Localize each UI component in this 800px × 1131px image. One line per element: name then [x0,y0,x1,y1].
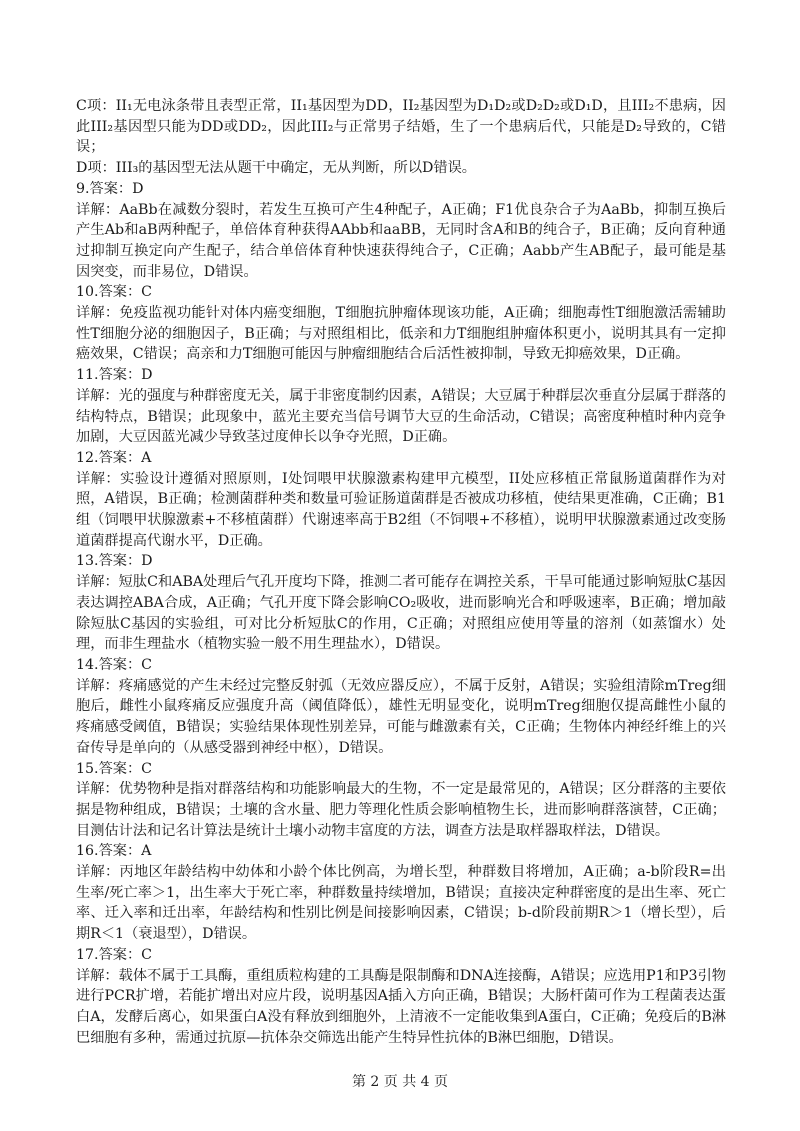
paragraph: 详解：丙地区年龄结构中幼体和小龄个体比例高，为增长型，种群数目将增加，A正确；a-b阶段R=出生率/死亡率＞1，出生率大于死亡率，种群数量持续增加，B错误；直接决定种群密度的是出生率、死亡率、迁入率和迁出率，年龄结构和性别比例是间接影响因素，C错误；b-d阶段前期R＞1（增长型），后期R＜1（衰退型），D错误。 [76,864,726,943]
paragraph: 详解：免疫监视功能针对体内癌变细胞，T细胞抗肿瘤体现该功能，A正确；细胞毒性T细胞激活需辅助性T细胞分泌的细胞因子，B正确；与对照组相比，低亲和力T细胞组肿瘤体积更小，说明其具有一定抑癌效果，C错误；高亲和力T细胞可能因与肿瘤细胞结合后活性被抑制，导致无抑癌效果，D正确。 [76,305,726,363]
paragraph: 详解：载体不属于工具酶，重组质粒构建的工具酶是限制酶和DNA连接酶，A错误；应选用P1和P3引物进行PCR扩增，若能扩增出对应片段，说明基因A插入方向正确，B错误；大肠杆菌可作为工程菌表达蛋白A，发酵后离心，如果蛋白A没有释放到细胞外，上清液不一定能收集到A蛋白，C正确；免疫后的B淋巴细胞有多种，需通过抗原—抗体杂交筛选出能产生特异性抗体的B淋巴细胞，D错误。 [76,967,726,1046]
paragraph: C项：II₁无电泳条带且表型正常，II₁基因型为DD，II₂基因型为D₁D₂或D₂D₂或D₁D，且III₂不患病，因此III₂基因型只能为DD或DD₂，因此III₂与正常男子结婚，生了一个患病后代，只能是D₂导致的，C错误； [76,98,726,156]
answer-line: 15.答案：C [76,760,152,777]
answer-line: 11.答案：D [76,367,153,384]
page-footer: 第 2 页 共 4 页 [351,1074,449,1090]
answer-line: 10.答案：C [76,284,152,301]
paragraph: D项：III₃的基因型无法从题干中确定，无从判断，所以D错误。 [76,160,476,177]
paragraph: 详解：AaBb在减数分裂时，若发生互换可产生4种配子，A正确；F1优良杂合子为AaBb，抑制互换后产生Ab和aB两种配子，单倍体育种获得AAbb和aaBB，无同时含A和B的纯合子，B正确；反向育种通过抑制互换定向产生配子，结合单倍体育种快速获得纯合子，C正确；Aabb产生AB配子，最可能是基因突变，而非易位，D错误。 [76,201,726,280]
paragraph: 详解：短肽C和ABA处理后气孔开度均下降，推测二者可能存在调控关系，干旱可能通过影响短肽C基因表达调控ABA合成，A正确；气孔开度下降会影响CO₂吸收，进而影响光合和呼吸速率，B正确；增加敲除短肽C基因的实验组，可对比分析短肽C的作用，C正确；对照组应使用等量的溶剂（如蒸馏水）处理，而非生理盐水（植物实验一般不用生理盐水），D错误。 [76,574,726,653]
answer-line: 9.答案：D [76,180,144,197]
answer-line: 17.答案：C [76,946,152,963]
answer-line: 13.答案：D [76,553,153,570]
answer-line: 14.答案：C [76,656,152,673]
answer-line: 16.答案：A [76,843,152,860]
answer-line: 12.答案：A [76,449,152,466]
paragraph: 详解：光的强度与种群密度无关，属于非密度制约因素，A错误；大豆属于种群层次垂直分层属于群落的结构特点，B错误；此现象中，蓝光主要充当信号调节大豆的生命活动，C错误；高密度种植时种内竞争加剧，大豆因蓝光减少导致茎过度伸长以争夺光照，D正确。 [76,387,726,446]
paragraph: 详解：实验设计遵循对照原则，I处饲喂甲状腺激素构建甲亢模型，II处应移植正常鼠肠道菌群作为对照，A错误，B正确；检测菌群种类和数量可验证肠道菌群是否被成功移植，使结果更准确，C正确；B1组（饲喂甲状腺激素+不移植菌群）代谢速率高于B2组（不饲喂+不移植），说明甲状腺激素通过改变肠道菌群提高代谢水平，D正确。 [76,470,726,549]
answer-content [76,96,726,1048]
paragraph: 详解：优势物种是指对群落结构和功能影响最大的生物，不一定是最常见的，A错误；区分群落的主要依据是物种组成，B错误；土壤的含水量、肥力等理化性质会影响植物生长，进而影响群落演替，C正确；目测估计法和记名计算法是统计土壤小动物丰富度的方法，调查方法是取样器取样法，D错误。 [76,781,726,839]
paragraph: 详解：疼痛感觉的产生未经过完整反射弧（无效应器反应），不属于反射，A错误；实验组清除mTreg细胞后，雌性小鼠疼痛反应强度升高（阈值降低），雄性无明显变化，说明mTreg细胞仅提高雌性小鼠的疼痛感受阈值，B错误；实验结果体现性别差异，可能与雌激素有关，C正确；生物体内神经纤维上的兴奋传导是单向的（从感受器到神经中枢），D错误。 [76,677,726,756]
